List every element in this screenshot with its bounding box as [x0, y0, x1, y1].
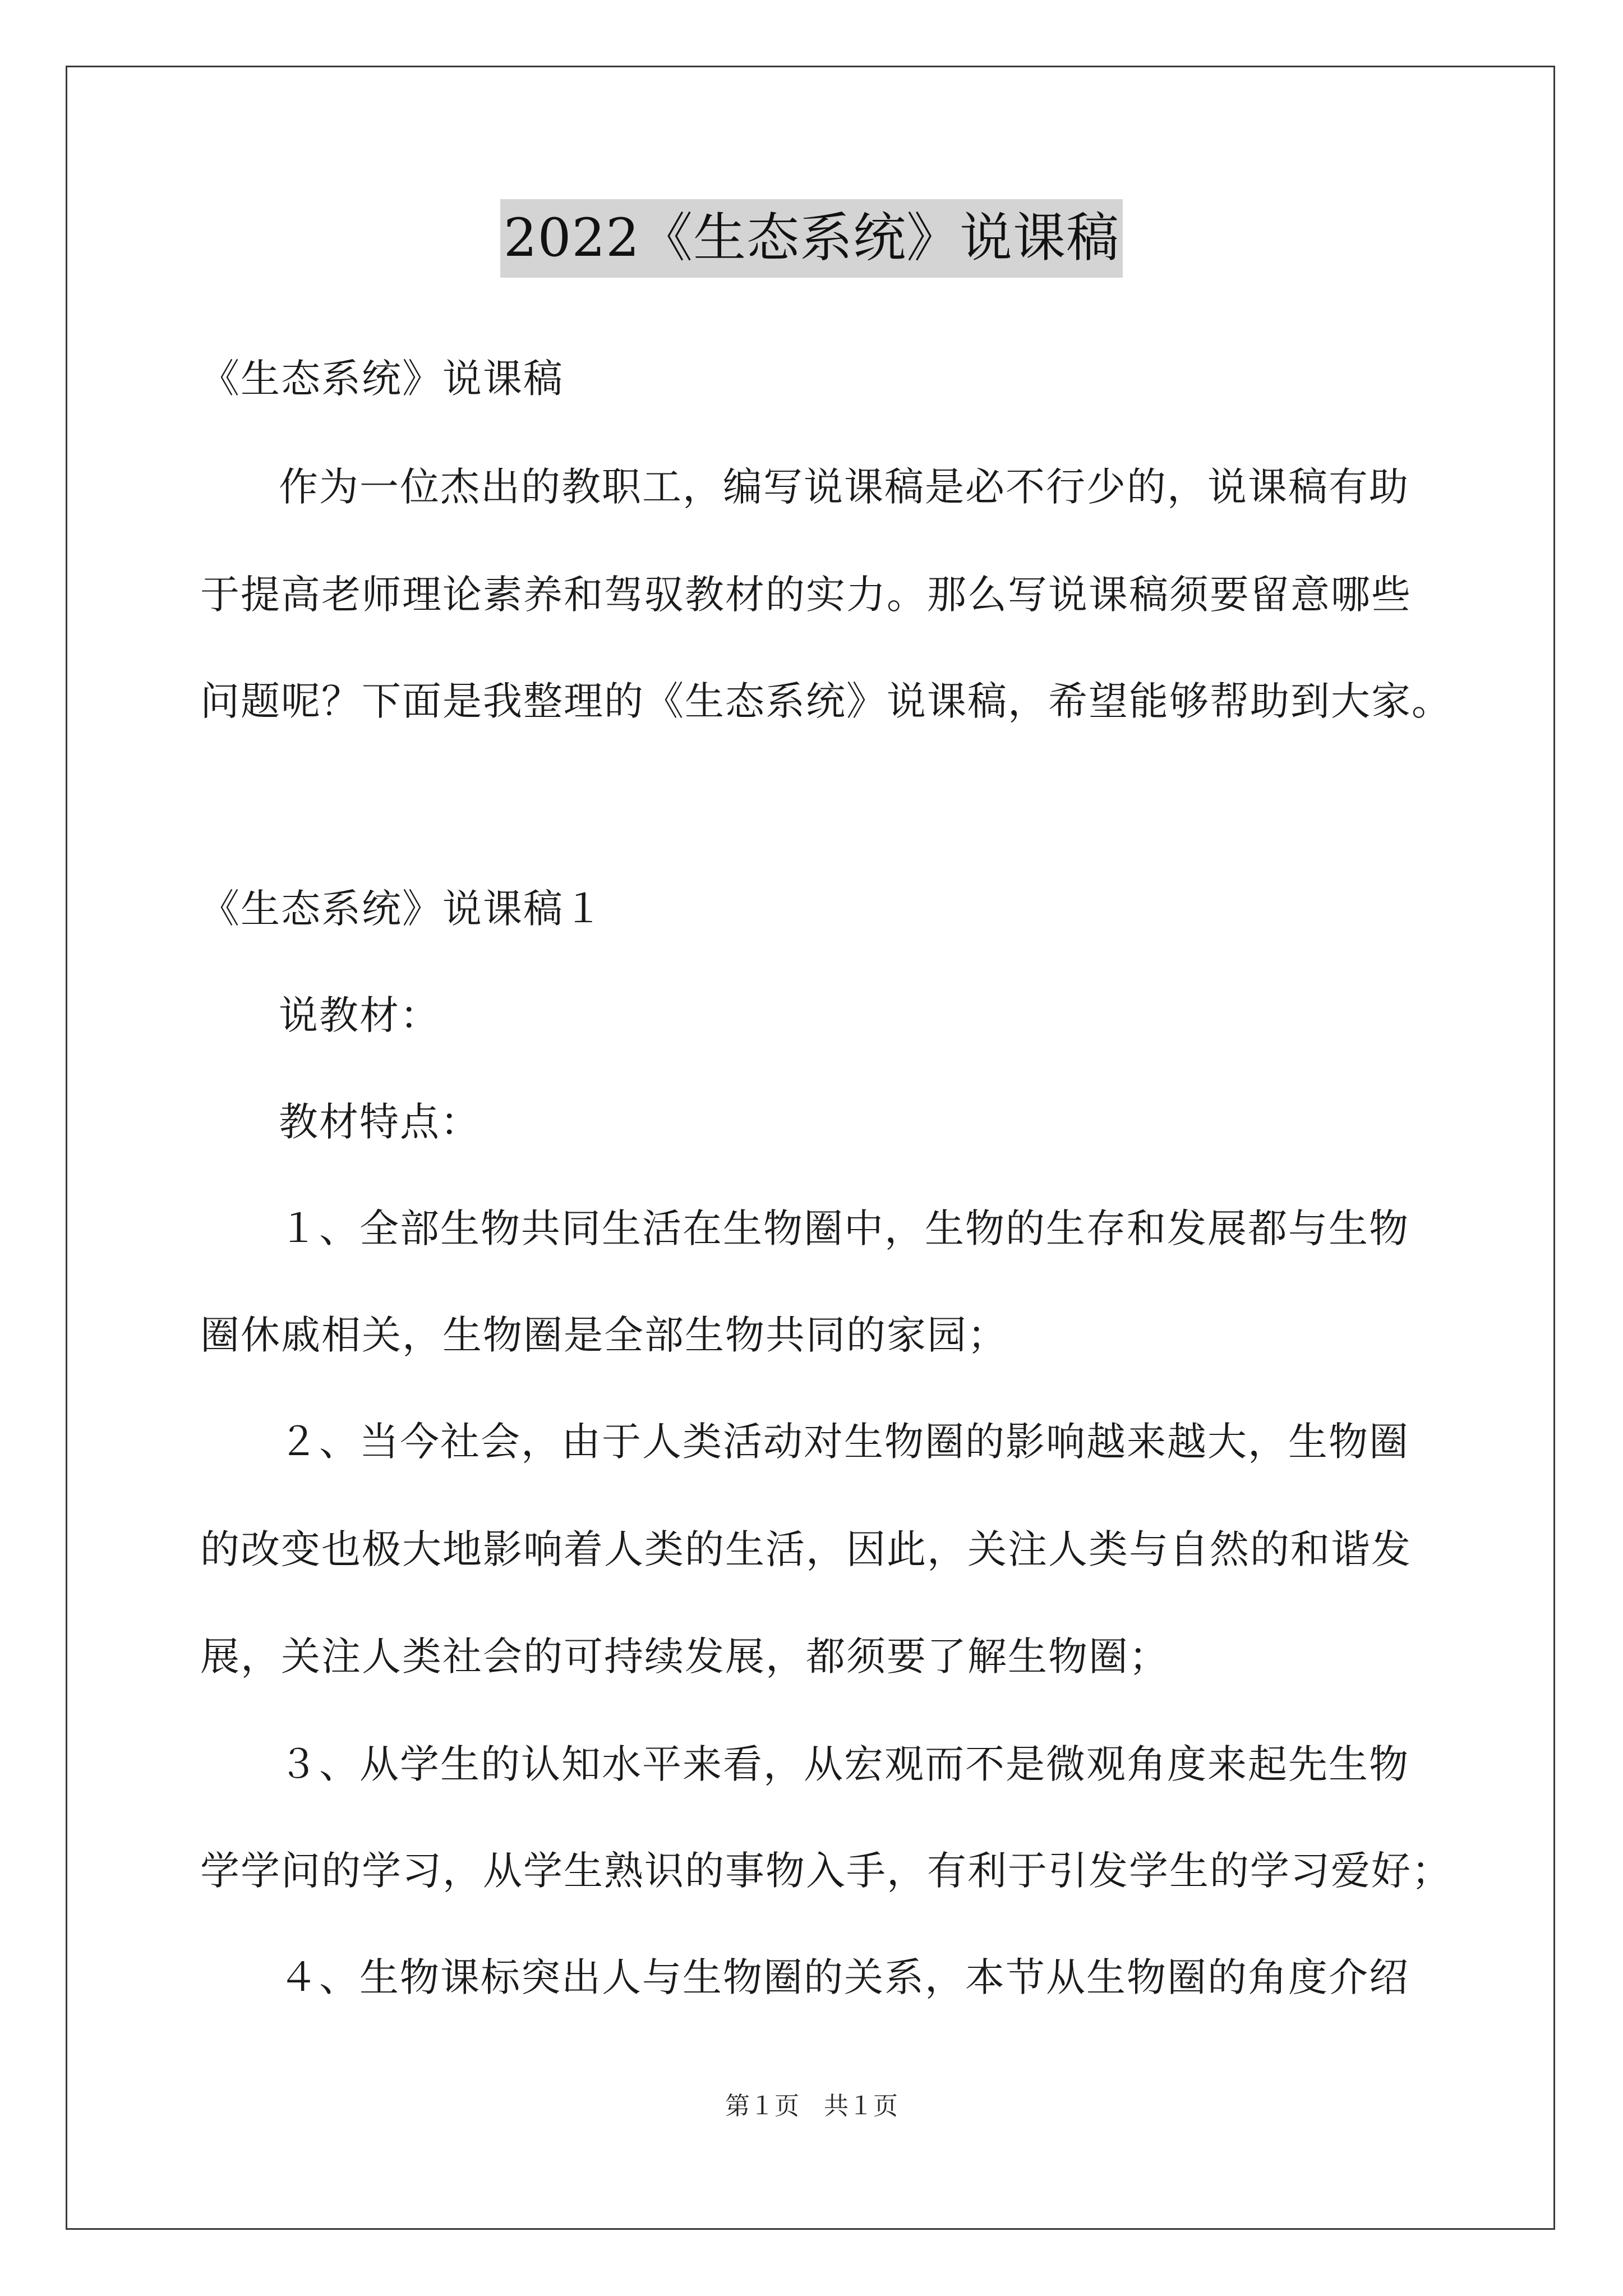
paragraph-line: ２、当今社会，由于人类活动对生物圈的影响越来越大，生物圈: [279, 1419, 1409, 1465]
paragraph-line: 的改变也极大地影响着人类的生活，因此，关注人类与自然的和谐发: [200, 1526, 1412, 1572]
title-container: [0, 199, 1623, 278]
paragraph-line: 说教材：: [279, 992, 440, 1038]
page-footer: 第１页 共１页: [725, 2092, 898, 2120]
section-heading: 《生态系统》说课稿１: [200, 886, 604, 932]
paragraph-line: 圈休戚相关，生物圈是全部生物共同的家园；: [200, 1312, 1008, 1358]
paragraph-line: ３、从学生的认知水平来看，从宏观而不是微观角度来起先生物: [279, 1741, 1409, 1787]
paragraph-line: 学学问的学习，从学生熟识的事物入手，有利于引发学生的学习爱好；: [200, 1848, 1452, 1894]
paragraph-line: 问题呢？下面是我整理的《生态系统》说课稿，希望能够帮助到大家。: [200, 678, 1452, 724]
paragraph-line: １、全部生物共同生活在生物圈中，生物的生存和发展都与生物: [279, 1205, 1409, 1251]
paragraph-line: 展，关注人类社会的可持续发展，都须要了解生物圈；: [200, 1634, 1169, 1680]
paragraph-line: 教材特点：: [279, 1099, 481, 1145]
paragraph-line: ４、生物课标突出人与生物圈的关系，本节从生物圈的角度介绍: [279, 1954, 1409, 2000]
subtitle-line: 《生态系统》说课稿: [200, 356, 564, 402]
paragraph-line: 于提高老师理论素养和驾驭教材的实力。那么写说课稿须要留意哪些: [200, 572, 1412, 618]
document-title: 2022《生态系统》说课稿: [500, 199, 1123, 278]
paragraph-line: 作为一位杰出的教职工，编写说课稿是必不行少的，说课稿有助: [279, 464, 1409, 510]
